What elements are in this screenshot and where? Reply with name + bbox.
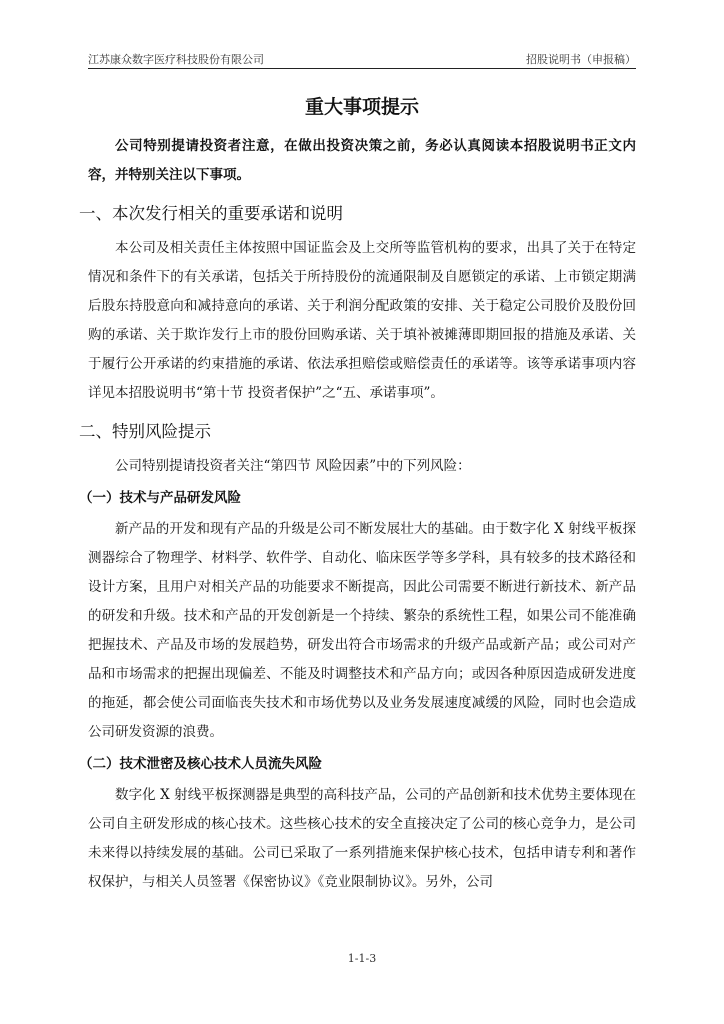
header-company-name: 江苏康众数字医疗科技股份有限公司 bbox=[88, 53, 264, 66]
page-title: 重大事项提示 bbox=[304, 96, 419, 118]
section1-heading: 一、本次发行相关的重要承诺和说明 bbox=[79, 204, 343, 223]
header-document-type: 招股说明书（申报稿） bbox=[526, 53, 636, 66]
subsection2-body: 数字化 X 射线平板探测器是典型的高科技产品，公司的产品创新和技术优势主要体现在公司自主研发形成的核心技术。这些核心技术的安全直接决定了公司的核心竞争力，是公司未来得以持续发展的基础。公司已采取了一系列措施来保护核心技术，包括申请专利和著作权保护，与相关人员签署《保密协议》《竞业限制协议》。另外，公司 bbox=[88, 787, 636, 890]
section1-body: 本公司及相关责任主体按照中国证监会及上交所等监管机构的要求，出具了关于在特定情况和条件下的有关承诺，包括关于所持股份的流通限制及自愿锁定的承诺、上市锁定期满后股东持股意向和减持意向的承诺、关于利润分配政策的安排、关于稳定公司股价及股份回购的承诺、关于欺诈发行上市的股份回购承诺、关于填补被摊薄即期回报的措施及承诺、关于履行公开承诺的约束措施的承诺、依法承担赔偿或赔偿责任的承诺等。该等承诺事项内容详见本招股说明书“第十节 投资者保护”之“五、承诺事项”。 bbox=[88, 240, 636, 401]
intro-paragraph: 公司特别提请投资者注意，在做出投资决策之前，务必认真阅读本招股说明书正文内容，并特别关注以下事项。 bbox=[88, 138, 636, 183]
subsection1-body: 新产品的开发和现有产品的升级是公司不断发展壮大的基础。由于数字化 X 射线平板探测器综合了物理学、材料学、软件学、自动化、临床医学等多学科，具有较多的技术路径和设计方案，且用户对相关产品的功能要求不断提高，因此公司需要不断进行新技术、新产品的研发和升级。技术和产品的开发创新是一个持续、繁杂的系统性工程，如果公司不能准确把握技术、产品及市场的发展趋势，研发出符合市场需求的升级产品或新产品；或公司对产品和市场需求的把握出现偏差、不能及时调整技术和产品方向；或因各种原因造成研发进度的拖延，都会使公司面临丧失技术和市场优势以及业务发展速度减缓的风险，同时也会造成公司研发资源的浪费。 bbox=[88, 521, 636, 740]
subsection1-heading: （一）技术与产品研发风险 bbox=[79, 490, 241, 506]
section2-intro: 公司特别提请投资者关注“第四节 风险因素”中的下列风险： bbox=[115, 458, 471, 474]
section2-heading: 二、特别风险提示 bbox=[79, 422, 211, 441]
page-content bbox=[79, 92, 636, 897]
page-number: 1-1-3 bbox=[347, 952, 377, 965]
page-header bbox=[88, 46, 636, 69]
subsection2-heading: （二）技术泄密及核心技术人员流失风险 bbox=[79, 756, 322, 772]
